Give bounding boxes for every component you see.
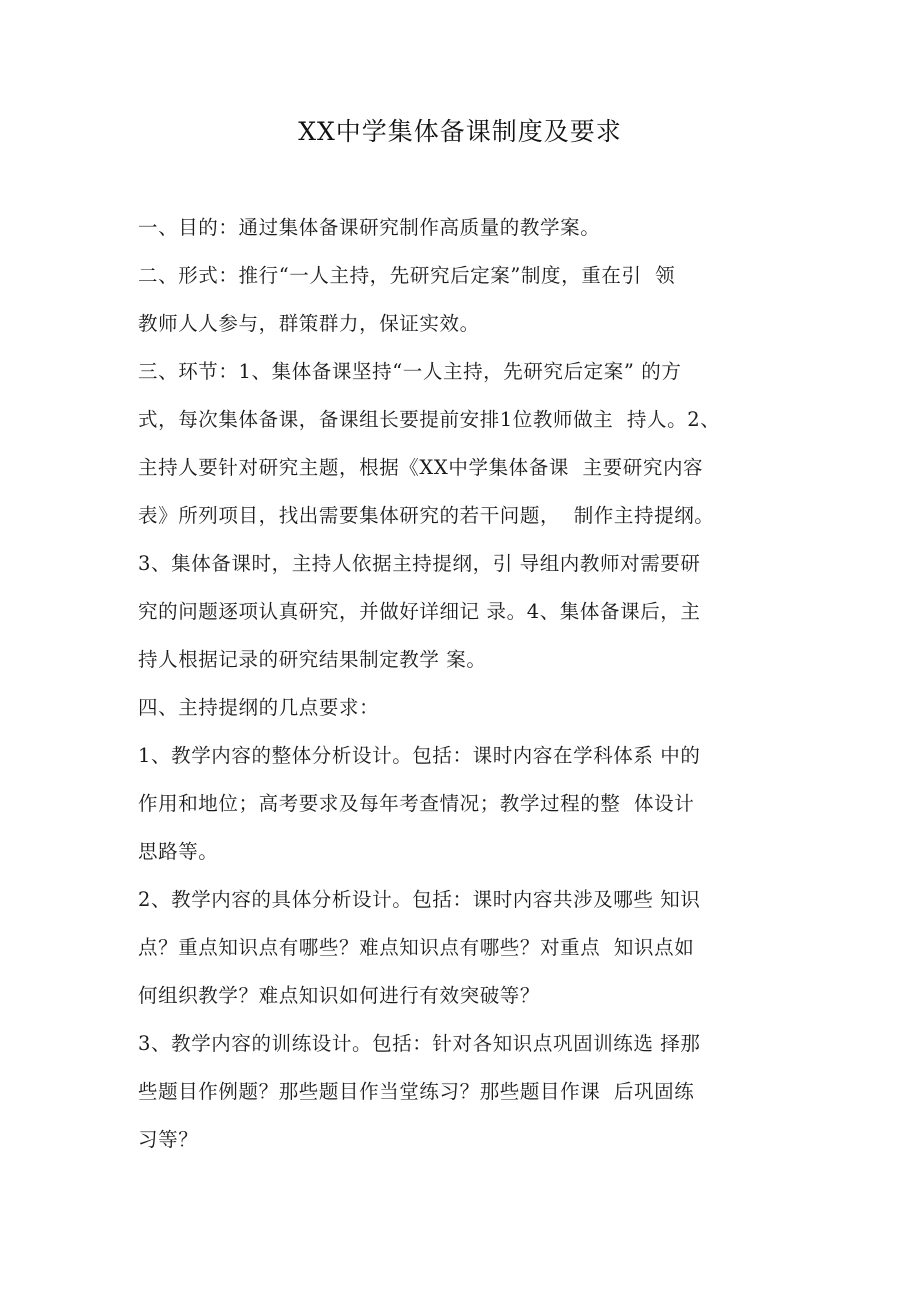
- text-line: 3、集体备课时，主持人依据主持提纲，引 导组内教师对需要研: [138, 552, 701, 575]
- text-line: 三、环节：1、集体备课坚持“一人主持，先研究后定案” 的方: [138, 360, 682, 383]
- text-line: 主持人要针对研究主题，根据《XX中学集体备课 主要研究内容: [138, 456, 704, 479]
- text-line: 何组织教学？难点知识如何进行有效突破等？: [138, 984, 541, 1007]
- text-line: 二、形式：推行“一人主持，先研究后定案”制度，重在引 领: [138, 264, 676, 287]
- text-line: 3、教学内容的训练设计。包括：针对各知识点巩固训练选 择那: [138, 1032, 701, 1055]
- text-line: 2、教学内容的具体分析设计。包括：课时内容共涉及哪些 知识: [138, 888, 701, 911]
- text-line: 持人根据记录的研究结果制定教学 案。: [138, 648, 487, 671]
- text-line: 点？重点知识点有哪些？难点知识点有哪些？对重点 知识点如: [138, 936, 695, 959]
- text-line: 究的问题逐项认真研究，并做好详细记 录。4、集体备课后，主: [138, 600, 701, 623]
- text-line: 1、教学内容的整体分析设计。包括：课时内容在学科体系 中的: [138, 744, 701, 767]
- text-line: 思路等。: [138, 840, 219, 863]
- text-line: 式，每次集体备课，备课组长要提前安排1位教师做主 持人。2、: [138, 408, 721, 431]
- section-heading: 四、主持提纲的几点要求：: [138, 696, 380, 719]
- text-line: 一、目的：通过集体备课研究制作高质量的教学案。: [138, 216, 601, 239]
- text-line: 习等？: [138, 1128, 199, 1151]
- text-line: 教师人人参与，群策群力，保证实效。: [138, 312, 480, 335]
- document-title: XX中学集体备课制度及要求: [298, 117, 622, 146]
- text-line: 作用和地位；高考要求及每年考查情况；教学过程的整 体设计: [138, 792, 695, 815]
- text-line: 表》所列项目，找出需要集体研究的若干问题， 制作主持提纲。: [138, 504, 715, 527]
- text-line: 些题目作例题？那些题目作当堂练习？那些题目作课 后巩固练: [138, 1080, 695, 1103]
